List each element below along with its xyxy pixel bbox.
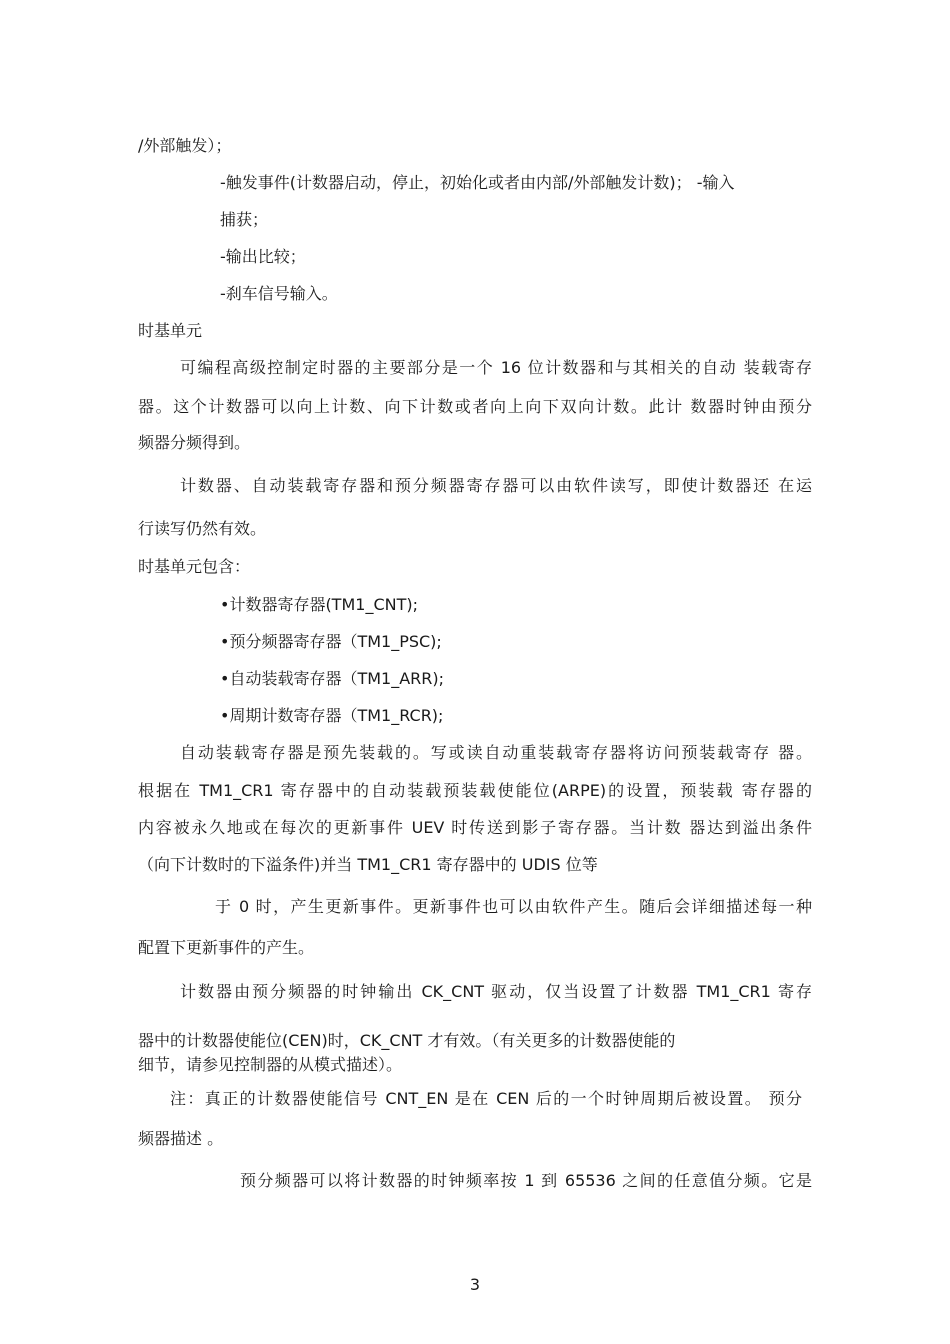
text-line: 器。这个计数器可以向上计数、向下计数或者向上向下双向计数。此计 数器时钟由预分 [138,397,812,416]
text-line: 预分频器可以将计数器的时钟频率按 1 到 65536 之间的任意值分频。它是 [240,1171,812,1190]
text-line: 计数器由预分频器的时钟输出 CK_CNT 驱动，仅当设置了计数器 TM1_CR1 寄存 [180,982,812,1001]
text-line: 捕获； [220,210,269,229]
text-line: 可编程高级控制定时器的主要部分是一个 16 位计数器和与其相关的自动 装载寄存 [180,358,812,377]
list-item: •计数器寄存器(TM1_CNT); [220,595,418,614]
text-line: 细节，请参见控制器的从模式描述）。 [138,1055,403,1074]
text-line: 频器分频得到。 [138,433,251,452]
text-line: （向下计数时的下溢条件)并当 TM1_CR1 寄存器中的 UDIS 位等 [138,855,598,874]
text-line: -触发事件(计数器启动，停止，初始化或者由内部/外部触发计数)； -输入 [220,173,735,192]
text-line: 行读写仍然有效。 [138,519,267,538]
text-line: 内容被永久地或在每次的更新事件 UEV 时传送到影子寄存器。当计数 器达到溢出条件 [138,818,812,837]
page-number: 3 [469,1275,481,1294]
text-line: 计数器、自动装载寄存器和预分频器寄存器可以由软件读写，即使计数器还 在运 [180,476,812,495]
note-line: 注：真正的计数器使能信号 CNT_EN 是在 CEN 后的一个时钟周期后被设置。 预分 [170,1089,802,1108]
text-line: -输出比较； [220,247,306,266]
text-line: 自动装载寄存器是预先装载的。写或读自动重装载寄存器将访问预装载寄存 器。 [180,743,812,762]
text-line: /外部触发）； [138,136,232,155]
text-line: -刹车信号输入。 [220,284,338,303]
text-line: 频器描述 。 [138,1129,224,1148]
section-heading: 时基单元 [138,321,203,340]
list-item: •自动装载寄存器（TM1_ARR); [220,669,445,688]
list-item: •预分频器寄存器（TM1_PSC); [220,632,442,651]
list-item: •周期计数寄存器（TM1_RCR); [220,706,444,725]
text-line: 根据在 TM1_CR1 寄存器中的自动装载预装载使能位(ARPE)的设置，预装载 寄存器的 [138,781,812,800]
text-line: 于 0 时，产生更新事件。更新事件也可以由软件产生。随后会详细描述每一种 [215,897,812,916]
text-line: 器中的计数器使能位(CEN)时，CK_CNT 才有效。（有关更多的计数器使能的 [138,1031,676,1050]
text-line: 时基单元包含： [138,557,251,576]
text-line: 配置下更新事件的产生。 [138,938,315,957]
